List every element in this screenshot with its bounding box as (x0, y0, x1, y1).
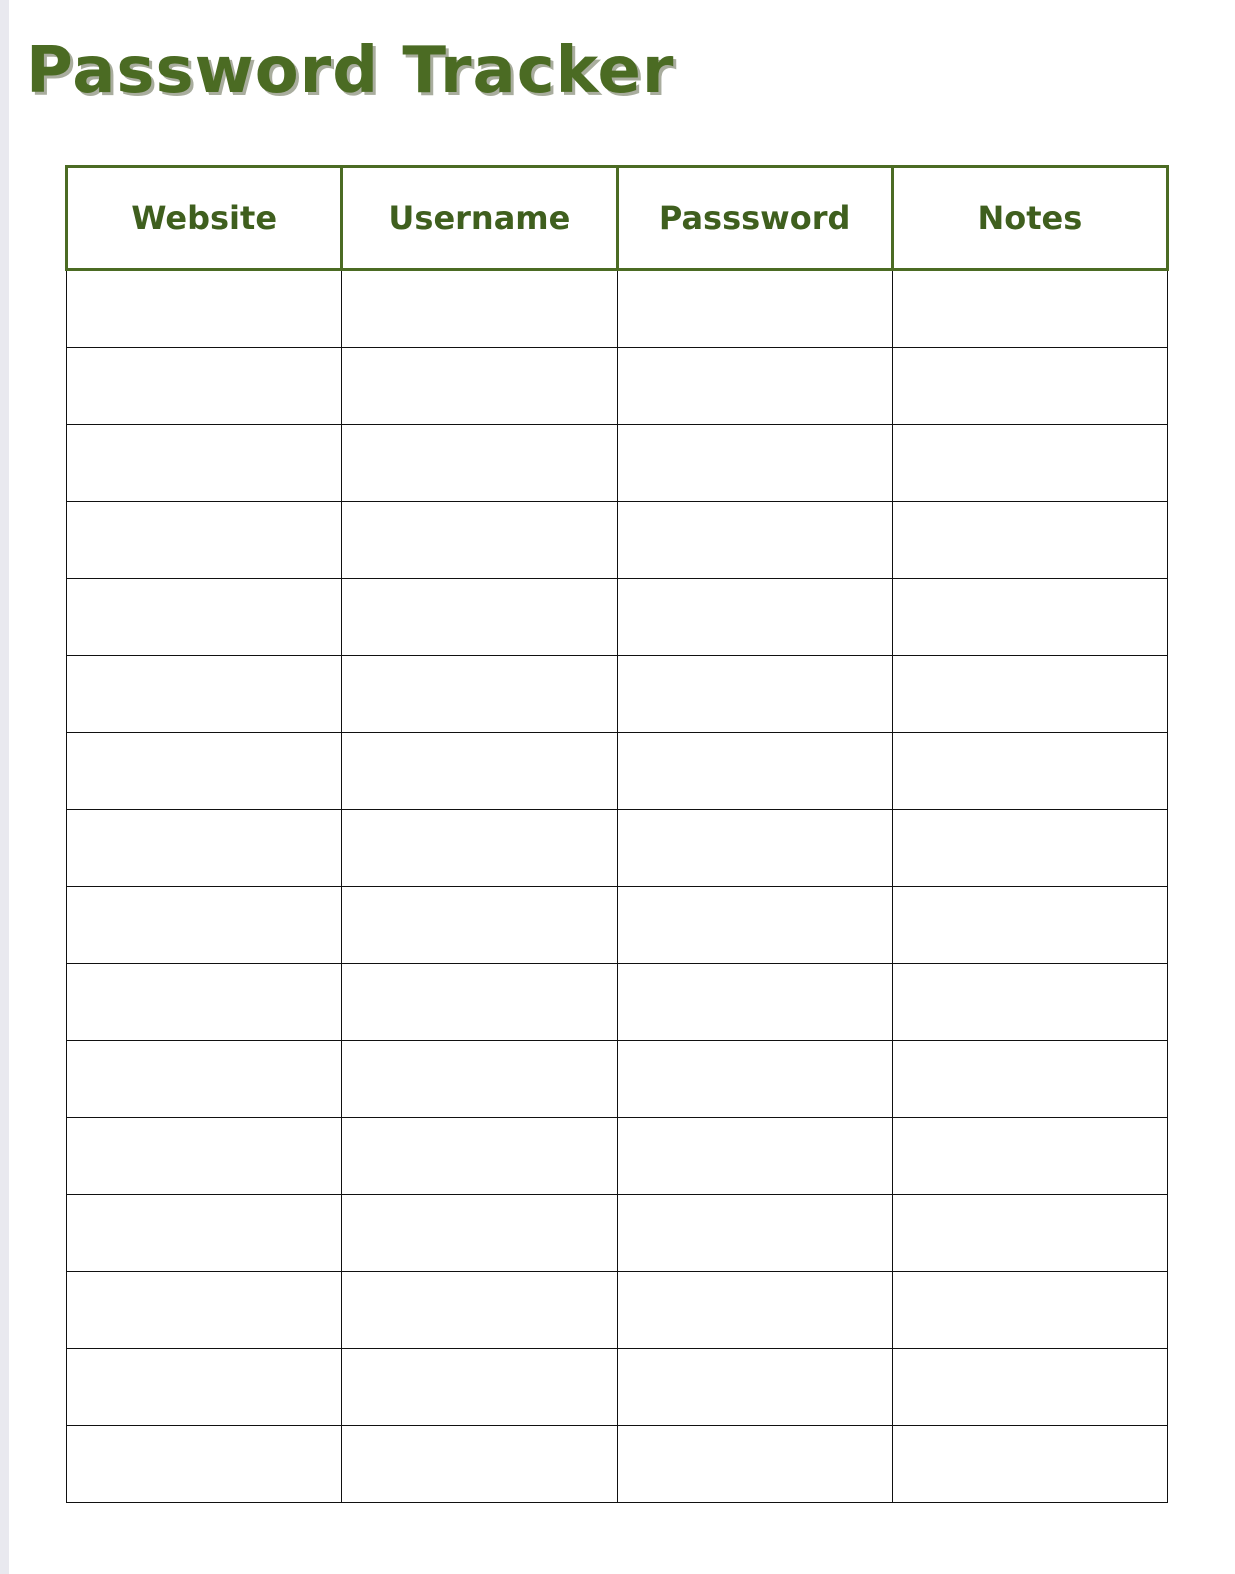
cell-username[interactable] (342, 579, 617, 656)
table-row (67, 425, 1168, 502)
cell-notes[interactable] (892, 964, 1167, 1041)
table-row (67, 502, 1168, 579)
table-row (67, 1195, 1168, 1272)
cell-password[interactable] (617, 425, 892, 502)
cell-website[interactable] (67, 656, 342, 733)
cell-password[interactable] (617, 502, 892, 579)
cell-website[interactable] (67, 348, 342, 425)
cell-website[interactable] (67, 1349, 342, 1426)
cell-website[interactable] (67, 1272, 342, 1349)
table-row (67, 1426, 1168, 1503)
cell-notes[interactable] (892, 656, 1167, 733)
cell-password[interactable] (617, 733, 892, 810)
cell-password[interactable] (617, 1195, 892, 1272)
table-row (67, 1272, 1168, 1349)
column-header-website: Website (67, 167, 342, 270)
cell-website[interactable] (67, 1426, 342, 1503)
cell-username[interactable] (342, 1195, 617, 1272)
cell-username[interactable] (342, 1041, 617, 1118)
cell-password[interactable] (617, 1272, 892, 1349)
table-row (67, 656, 1168, 733)
cell-username[interactable] (342, 733, 617, 810)
cell-notes[interactable] (892, 348, 1167, 425)
header-row (67, 167, 1168, 270)
cell-website[interactable] (67, 579, 342, 656)
cell-username[interactable] (342, 810, 617, 887)
cell-website[interactable] (67, 733, 342, 810)
cell-notes[interactable] (892, 733, 1167, 810)
cell-website[interactable] (67, 270, 342, 348)
cell-website[interactable] (67, 964, 342, 1041)
cell-username[interactable] (342, 425, 617, 502)
column-header-password: Passsword (617, 167, 892, 270)
cell-username[interactable] (342, 270, 617, 348)
cell-password[interactable] (617, 1041, 892, 1118)
cell-notes[interactable] (892, 425, 1167, 502)
column-header-notes: Notes (892, 167, 1167, 270)
cell-password[interactable] (617, 887, 892, 964)
cell-notes[interactable] (892, 502, 1167, 579)
cell-username[interactable] (342, 656, 617, 733)
cell-password[interactable] (617, 964, 892, 1041)
table-row (67, 887, 1168, 964)
cell-notes[interactable] (892, 1272, 1167, 1349)
table-row (67, 348, 1168, 425)
cell-username[interactable] (342, 1426, 617, 1503)
cell-website[interactable] (67, 1195, 342, 1272)
cell-website[interactable] (67, 1041, 342, 1118)
cell-website[interactable] (67, 425, 342, 502)
cell-username[interactable] (342, 1272, 617, 1349)
cell-username[interactable] (342, 502, 617, 579)
cell-username[interactable] (342, 348, 617, 425)
table-row (67, 579, 1168, 656)
cell-website[interactable] (67, 810, 342, 887)
cell-username[interactable] (342, 1118, 617, 1195)
table-row (67, 1041, 1168, 1118)
cell-website[interactable] (67, 1118, 342, 1195)
cell-password[interactable] (617, 579, 892, 656)
table-row (67, 964, 1168, 1041)
cell-password[interactable] (617, 1118, 892, 1195)
table-body (67, 270, 1168, 1503)
cell-website[interactable] (67, 502, 342, 579)
cell-password[interactable] (617, 348, 892, 425)
table-row (67, 270, 1168, 348)
cell-notes[interactable] (892, 579, 1167, 656)
cell-notes[interactable] (892, 1041, 1167, 1118)
cell-notes[interactable] (892, 887, 1167, 964)
cell-notes[interactable] (892, 270, 1167, 348)
cell-password[interactable] (617, 1426, 892, 1503)
column-header-username: Username (342, 167, 617, 270)
cell-password[interactable] (617, 270, 892, 348)
password-table (65, 165, 1169, 1503)
cell-username[interactable] (342, 887, 617, 964)
page-title: Password Tracker (26, 34, 675, 108)
cell-password[interactable] (617, 810, 892, 887)
table-row (67, 1118, 1168, 1195)
cell-website[interactable] (67, 887, 342, 964)
table-row (67, 810, 1168, 887)
table-row (67, 1349, 1168, 1426)
cell-notes[interactable] (892, 1118, 1167, 1195)
cell-notes[interactable] (892, 1195, 1167, 1272)
cell-notes[interactable] (892, 1349, 1167, 1426)
cell-notes[interactable] (892, 1426, 1167, 1503)
cell-password[interactable] (617, 656, 892, 733)
cell-username[interactable] (342, 964, 617, 1041)
cell-username[interactable] (342, 1349, 617, 1426)
table-row (67, 733, 1168, 810)
password-tracker-page (9, 0, 1235, 1574)
cell-password[interactable] (617, 1349, 892, 1426)
cell-notes[interactable] (892, 810, 1167, 887)
